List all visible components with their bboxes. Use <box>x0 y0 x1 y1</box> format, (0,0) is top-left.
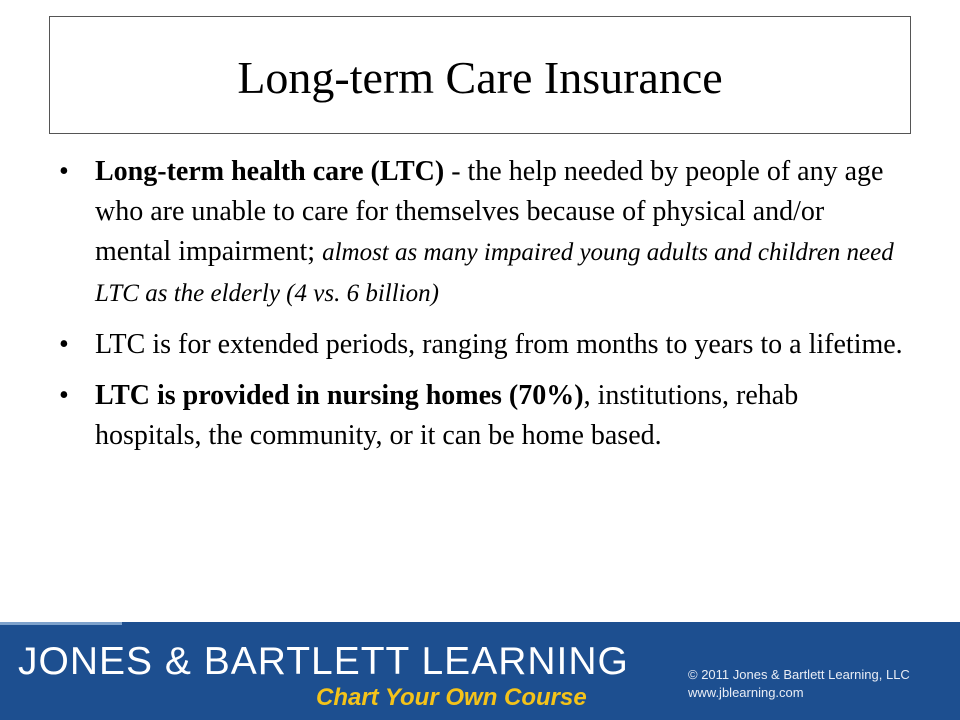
footer-accent-strip <box>0 622 122 625</box>
bullet-item-ltc-duration <box>55 325 905 365</box>
ltc-duration-text: LTC is for extended periods, ranging from months to years to a lifetime. <box>95 329 903 360</box>
bullet-icon: • <box>59 156 69 187</box>
publisher-logo-text: JONES & BARTLETT LEARNING <box>18 640 629 683</box>
copyright-text: © 2011 Jones & Bartlett Learning, LLC <box>688 667 910 682</box>
ltc-italic-note: almost as many impaired young adults and children need LTC as the elderly (4 vs. 6 billion) <box>95 239 894 307</box>
ltc-term: Long-term health care (LTC) <box>95 156 445 187</box>
copyright-block <box>688 666 910 702</box>
ltc-definition-text: - the help needed by people of any age who are unable to care for themselves because of physical and/or mental impairment; <box>95 156 884 267</box>
bullet-item-ltc-settings <box>55 376 905 456</box>
ltc-settings-text: , institutions, rehab hospitals, the community, or it can be home based. <box>95 380 799 451</box>
slide-title: Long-term Care Insurance <box>237 51 723 103</box>
ltc-nursing-homes: LTC is provided in nursing homes (70%) <box>95 380 584 411</box>
website-text: www.jblearning.com <box>688 685 804 700</box>
bullet-icon: • <box>59 329 69 360</box>
bullet-icon: • <box>59 380 69 411</box>
bullet-item-ltc-definition <box>55 152 905 314</box>
bullet-list <box>55 152 905 467</box>
title-box <box>49 16 911 134</box>
publisher-tagline: Chart Your Own Course <box>316 684 587 711</box>
